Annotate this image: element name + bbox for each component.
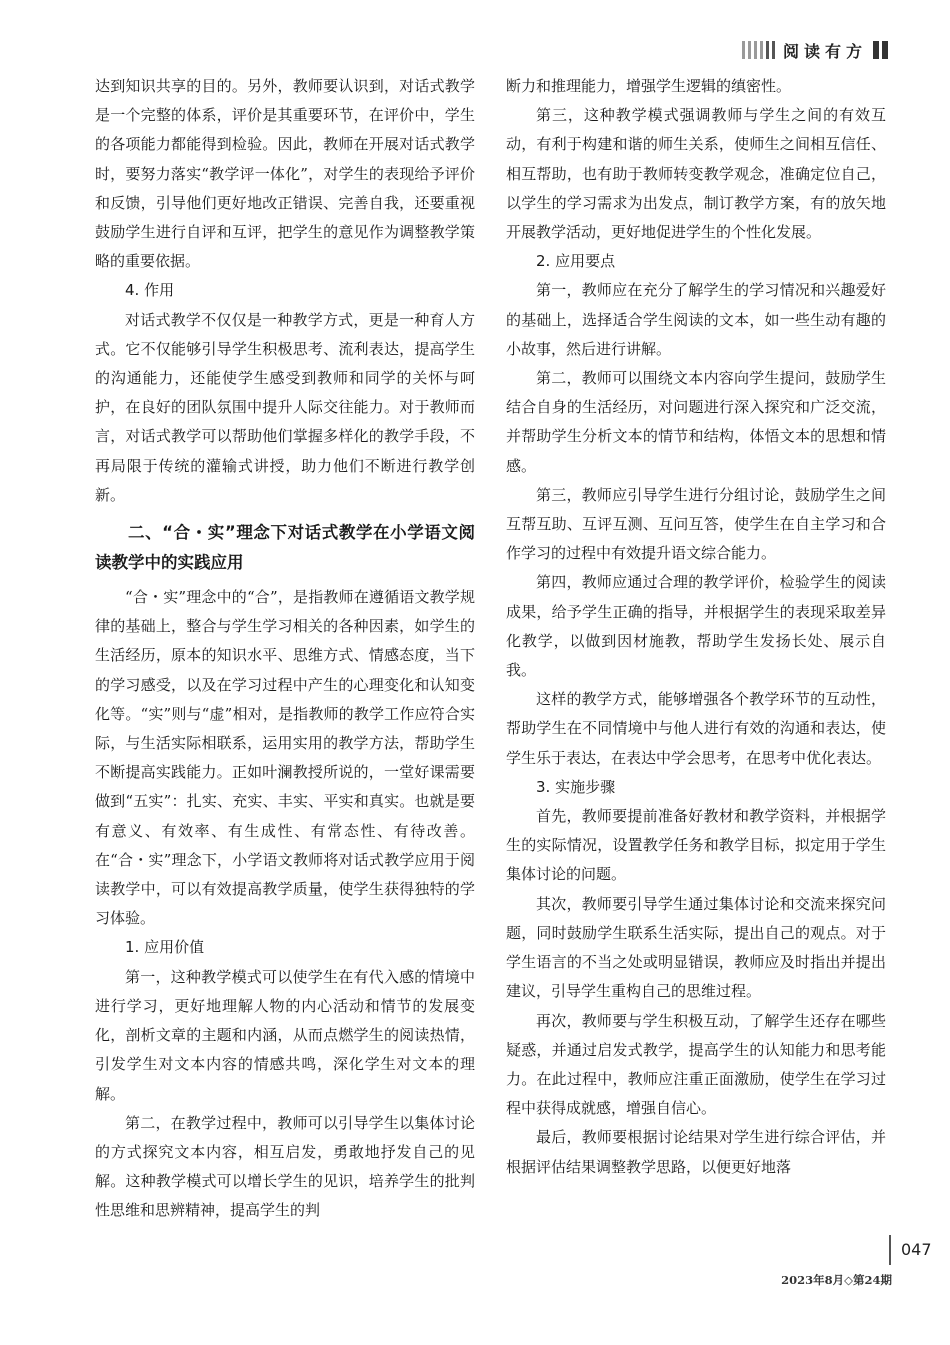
- paragraph: 第三，教师应引导学生进行分组讨论，鼓励学生之间互帮互助、互评互测、互问互答，使学生在自主学习和合作学习的过程中有效提升语文综合能力。: [506, 485, 886, 563]
- issue-info: 2023年8月◇第24期: [781, 1273, 892, 1287]
- paragraph: “合・实”理念中的“合”，是指教师在遵循语文教学规律的基础上，整合与学生学习相关的各种因素，如学生的生活经历，原本的知识水平、思维方式、情感态度，当下的学习感受，以及在学习过程中产生的心理变化和认知变化等。“实”则与“虚”相对，是指教师的教学工作应符合实际，与生活实际相联系，运用实用的教学方法，帮助学生不断提高实践能力。正如叶澜教授所说的，一堂好课需要做到“五实”：扎实、充实、丰实、平实和真实。也就是要有意义、有效率、有生成性、有常态性、有待改善。在“合・实”理念下，小学语文教师将对话式教学应用于阅读教学中，可以有效提高教学质量，使学生获得独特的学习体验。: [95, 588, 475, 928]
- paragraph: 第一，这种教学模式可以使学生在有代入感的情境中进行学习，更好地理解人物的内心活动和情节的发展变化，剖析文章的主题和内涵，从而点燃学生的阅读热情，引发学生对文本内容的情感共鸣，深化学生对文本的理解。: [95, 967, 475, 1103]
- paragraph: 首先，教师要提前准备好教材和教学资料，并根据学生的实际情况，设置教学任务和教学目标，拟定用于学生集体讨论的问题。: [506, 807, 886, 884]
- section-name: 阅读有方: [782, 41, 867, 61]
- paragraph: 最后，教师要根据讨论结果对学生进行综合评估，并根据评估结果调整教学思路，以便更好地落: [506, 1128, 886, 1176]
- running-header: [742, 38, 888, 62]
- paragraph: 第三，这种教学模式强调教师与学生之间的有效互动，有利于构建和谐的师生关系，使师生之间相互信任、相互帮助，也有助于教师转变教学观念，准确定位自己，以学生的学习需求为出发点，制订教学方案，有的放矢地开展教学活动，更好地促进学生的个性化发展。: [506, 106, 886, 242]
- subheading: 3. 实施步骤: [536, 777, 616, 796]
- page-number: 047: [889, 1235, 950, 1265]
- subheading: 4. 作用: [125, 281, 175, 300]
- paragraph: 再次，教师要与学生积极互动，了解学生还存在哪些疑惑，并通过启发式教学，提高学生的认知能力和思考能力。在此过程中，教师应注重正面激励，使学生在学习过程中获得成就感，增强自信心。: [506, 1011, 886, 1118]
- subheading: 1. 应用价值: [125, 938, 205, 957]
- paragraph: 对话式教学不仅仅是一种教学方式，更是一种育人方式。它不仅能够引导学生积极思考、流利表达，提高学生的沟通能力，还能使学生感受到教师和同学的关怀与呵护，在良好的团队氛围中提升人际交往能力。对于教师而言，对话式教学可以帮助他们掌握多样化的教学手段，不再局限于传统的灌输式讲授，助力他们不断进行教学创新。: [95, 310, 475, 504]
- paragraph: 第二，在教学过程中，教师可以引导学生以集体讨论的方式探究文本内容，相互启发，勇敢地抒发自己的见解。这种教学模式可以增长学生的见识，培养学生的批判性思维和思辨精神，提高学生的判: [95, 1113, 475, 1220]
- right-column: [506, 72, 886, 1182]
- paragraph: 第四，教师应通过合理的教学评价，检验学生的阅读成果，给予学生正确的指导，并根据学生的表现采取差异化教学，以做到因材施教，帮助学生发扬长处、展示自我。: [506, 573, 886, 680]
- paragraph: 第二，教师可以围绕文本内容向学生提问，鼓励学生结合自身的生活经历，对问题进行深入探究和广泛交流，并帮助学生分析文本的情节和结构，体悟文本的思想和情感。: [506, 369, 886, 475]
- left-column: [95, 72, 475, 1226]
- decorative-bars: [742, 41, 775, 59]
- paragraph: 第一，教师应在充分了解学生的学习情况和兴趣爱好的基础上，选择适合学生阅读的文本，如一些生动有趣的小故事，然后进行讲解。: [506, 281, 886, 358]
- paragraph: 其次，教师要引导学生通过集体讨论和交流来探究问题，同时鼓励学生联系生活实际，提出自己的观点。对于学生语言的不当之处或明显错误，教师应及时指出并提出建议，引导学生重构自己的思维过程。: [506, 894, 886, 1001]
- paragraph: 断力和推理能力，增强学生逻辑的缜密性。: [506, 77, 792, 95]
- subheading: 2. 应用要点: [536, 252, 616, 271]
- paragraph: 达到知识共享的目的。另外，教师要认识到，对话式教学是一个完整的体系，评价是其重要环节，在评价中，学生的各项能力都能得到检验。因此，教师在开展对话式教学时，要努力落实“教学评一体化”，对学生的表现给予评价和反馈，引导他们更好地改正错误、完善自我，还要重视鼓励学生进行自评和互评，把学生的意见作为调整教学策略的重要依据。: [95, 77, 475, 271]
- paragraph: 这样的教学方式，能够增强各个教学环节的互动性，帮助学生在不同情境中与他人进行有效的沟通和表达，使学生乐于表达，在表达中学会思考，在思考中优化表达。: [506, 690, 886, 767]
- section-heading: 二、“合・实”理念下对话式教学在小学语文阅读教学中的实践应用: [95, 523, 475, 572]
- decorative-end-bars: [873, 41, 888, 59]
